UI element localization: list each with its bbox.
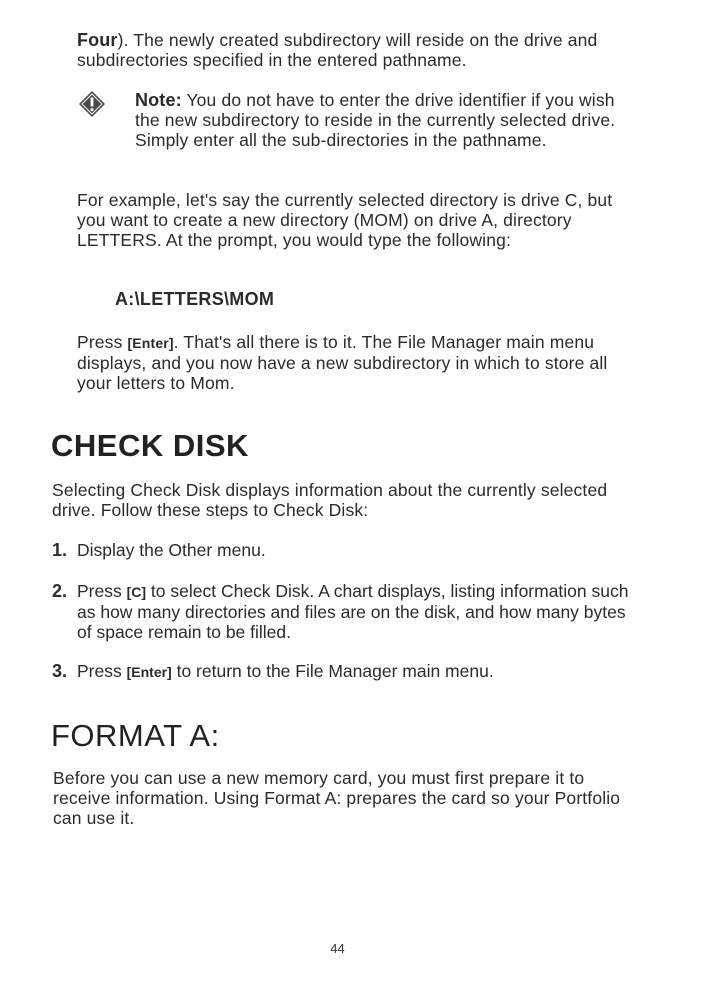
intro-lead-bold: Four (77, 30, 118, 50)
step-text: Display the Other menu. (77, 540, 266, 560)
step-prefix: Press (77, 581, 127, 601)
example-paragraph: For example, let's say the currently selected directory is drive C, but you want to create a new directory (MOM) on drive A, directory LETTERS. At the prompt, you would type the following: (77, 190, 613, 250)
press-enter-prefix: Press (77, 332, 128, 352)
format-a-intro: Before you can use a new memory card, you must first prepare it to receive information. Using Format A: prepares the card so your Portfolio can use it. (53, 768, 621, 828)
step-number: 2. (52, 581, 68, 601)
step-description: to select Check Disk. A chart displays, listing information such as how many directories and files are on the disk, and how many bytes of space remain to be filled. (77, 581, 629, 642)
intro-paragraph (77, 30, 637, 70)
step-number: 1. (52, 540, 68, 560)
step-number: 3. (52, 661, 68, 681)
note-paragraph (135, 90, 635, 150)
check-disk-intro: Selecting Check Disk displays information about the currently selected drive. Follow these steps to Check Disk: (52, 480, 608, 520)
enter-key-label: [Enter] (127, 335, 174, 351)
format-a-heading: FORMAT A: (51, 718, 220, 753)
press-enter-text: . That's all there is to it. The File Manager main menu displays, and you now have a new subdirectory in which to store all your letters to Mom. (77, 332, 608, 393)
step-description: to return to the File Manager main menu. (171, 661, 494, 681)
note-label: Note: (135, 90, 182, 110)
check-disk-heading: CHECK DISK (51, 428, 249, 463)
step-text (77, 581, 637, 642)
c-key-label: [C] (126, 584, 147, 600)
intro-text: ). The newly created subdirectory will reside on the drive and subdirectories specified in the entered pathname. (77, 30, 598, 70)
step-prefix: Press (77, 661, 127, 681)
enter-key-label: [Enter] (126, 664, 172, 680)
note-text: You do not have to enter the drive identifier if you wish the new subdirectory to reside in the currently selected drive. Simply enter all the sub-directories in the pathname. (135, 90, 616, 150)
path-example: A:\LETTERS\MOM (115, 289, 275, 309)
press-enter-paragraph (77, 332, 637, 393)
step-text (77, 661, 637, 682)
diamond-warning-icon (78, 90, 106, 118)
page-number: 44 (330, 941, 345, 956)
